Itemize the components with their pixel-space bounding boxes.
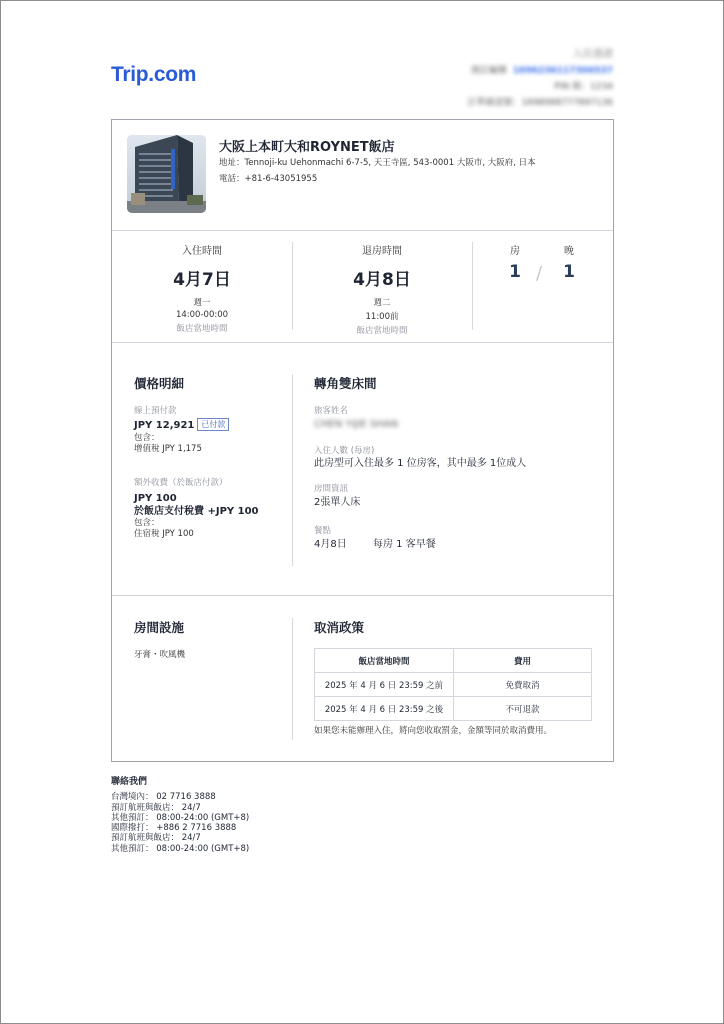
contact-line[interactable]: 國際撥打： +886 2 7716 3888	[111, 823, 237, 834]
checkin-weekday: 週一	[193, 298, 211, 308]
rooms-count: 1	[509, 262, 521, 282]
checkin-local-note: 飯店當地時間	[176, 324, 228, 334]
online-prepay-amount: JPY 12,921	[134, 420, 195, 431]
extra-charge-amount: JPY 100	[134, 493, 177, 504]
table-header-row	[315, 649, 592, 673]
pin-code: PIN 碼：1234	[554, 82, 613, 92]
includes-label-1: 包含：	[134, 433, 160, 443]
no-show-note: 如果您未能辦理入住，將向您收取罰金，金額等同於取消費用。	[314, 726, 553, 736]
divider-stay	[112, 342, 613, 343]
room-info-label: 房間資訊	[314, 484, 349, 494]
booking-number-value: 1696236117306537	[512, 66, 613, 76]
checkout-time: 11:00前	[365, 312, 399, 322]
lodging-tax-line: 住宿稅 JPY 100	[134, 529, 194, 539]
contact-title: 聯絡我們	[111, 777, 148, 787]
nights-count: 1	[563, 262, 575, 282]
voucher-card	[111, 119, 614, 762]
includes-label-2: 包含：	[134, 518, 160, 528]
checkout-block	[292, 242, 472, 336]
contact-line: 預訂航班與飯店： 24/7	[111, 802, 201, 813]
trip-logo[interactable]: Trip.com	[111, 63, 197, 86]
voucher-title: 入住憑證	[573, 49, 613, 60]
contact-line: 其他預訂： 08:00-24:00 (GMT+8)	[111, 843, 250, 854]
table-row	[315, 697, 592, 721]
hotel-photo-image	[127, 135, 206, 213]
checkin-date: 4月7日	[173, 270, 231, 290]
col-local-time: 飯店當地時間	[315, 649, 454, 673]
hotel-address: 地址：Tennoji-ku Uehonmachi 6-7-5, 天王寺區, 543-0001 大阪市, 大阪府, 日本	[219, 158, 536, 168]
policy-fee-2: 不可退款	[454, 697, 592, 721]
extra-tax-line: 於飯店支付稅費 +JPY 100	[134, 506, 259, 517]
booking-number-label: 預訂編號	[470, 66, 507, 76]
policy-fee-1: 免費取消	[454, 673, 592, 697]
col-fee: 費用	[454, 649, 592, 673]
divider-hotel	[112, 230, 613, 231]
meal-date: 4月8日	[314, 539, 347, 550]
checkout-local-note: 飯店當地時間	[356, 326, 408, 336]
price-details-title: 價格明細	[134, 376, 185, 391]
cancellation-table	[314, 648, 592, 721]
nights-label: 晚	[564, 246, 574, 257]
contact-line: 預訂航班與飯店： 24/7	[111, 833, 201, 844]
policy-time-1: 2025 年 4 月 6 日 23:59 之前	[315, 673, 454, 697]
hotel-name: 大阪上本町大和ROYNET飯店	[219, 140, 395, 155]
contact-line: 其他預訂： 08:00-24:00 (GMT+8)	[111, 812, 250, 823]
hotel-building-photo	[127, 135, 206, 213]
checkout-date: 4月8日	[353, 270, 411, 290]
online-prepay-amount-row	[134, 418, 229, 432]
extra-charge-label: 額外收費（於飯店付款）	[134, 478, 228, 488]
meal-label: 餐點	[314, 526, 332, 536]
divider-facilities	[292, 618, 293, 740]
guest-name-value: CHEN YIJIE SHAN	[314, 419, 399, 430]
contact-line[interactable]: 台灣境內： 02 7716 3888	[111, 792, 216, 803]
contact-section	[111, 777, 249, 854]
checkin-block	[112, 242, 292, 334]
hotel-phone[interactable]: 電話：+81-6-43051955	[219, 174, 318, 184]
divider-details	[112, 595, 613, 596]
confirmation-number: 訂單確認號：1698988777897136	[467, 98, 613, 108]
facilities-title: 房間設施	[134, 620, 185, 635]
policy-time-2: 2025 年 4 月 6 日 23:59 之後	[315, 697, 454, 721]
room-info-value: 2張單人床	[314, 497, 361, 508]
divider-price	[292, 374, 293, 566]
guest-name-label: 旅客姓名	[314, 406, 349, 416]
online-prepay-label: 線上預付款	[134, 406, 177, 416]
checkout-label: 退房時間	[362, 246, 402, 257]
booking-header-info	[467, 47, 613, 111]
table-row	[315, 673, 592, 697]
checkout-weekday: 週二	[373, 298, 391, 308]
occupancy-label: 入住人數 (每房)	[314, 446, 375, 456]
vat-line: 增值稅 JPY 1,175	[134, 444, 202, 454]
divider-stay-2	[472, 242, 473, 330]
occupancy-value: 此房型可入住最多 1 位房客，其中最多 1位成人	[314, 458, 527, 469]
checkin-time: 14:00-00:00	[175, 310, 229, 320]
rooms-nights-separator: /	[536, 263, 543, 284]
meal-value: 每房 1 客早餐	[373, 539, 436, 550]
room-type-title: 轉角雙床間	[314, 376, 377, 391]
paid-badge: 已付款	[197, 418, 229, 431]
cancellation-title: 取消政策	[314, 620, 365, 635]
booking-number-row	[467, 63, 613, 79]
checkin-label: 入住時間	[182, 246, 222, 257]
facilities-list: 牙膏・吹風機	[134, 650, 186, 660]
rooms-label: 房	[510, 246, 520, 257]
